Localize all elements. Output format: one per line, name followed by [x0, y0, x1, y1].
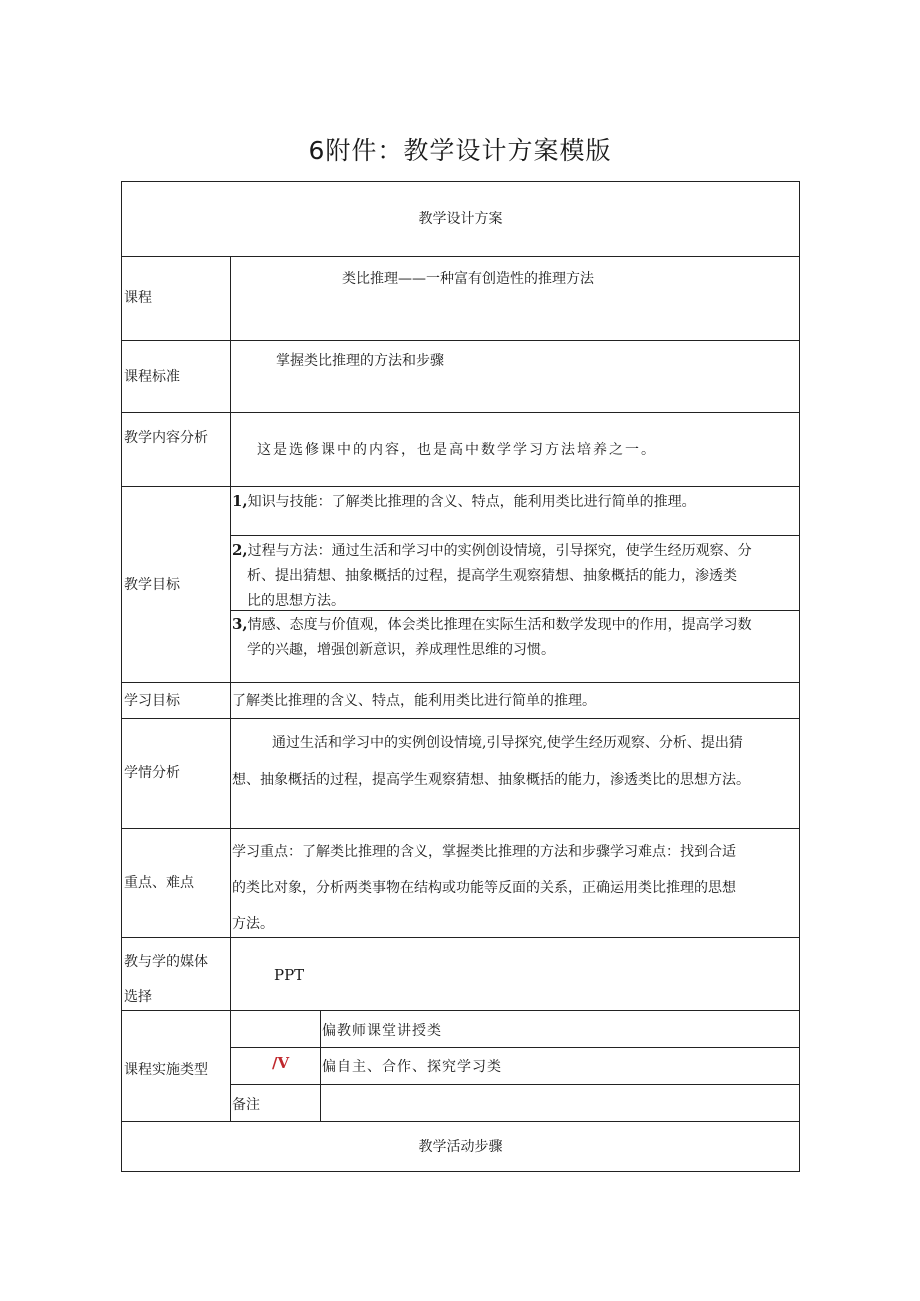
course-label: 课程: [124, 290, 152, 306]
goal-2-text-line3: 比的思想方法。: [247, 593, 345, 609]
learning-goal-value: 了解类比推理的含义、特点，能利用类比进行简单的推理。: [232, 693, 596, 709]
remark-label: 备注: [232, 1097, 260, 1113]
key-points-label: 重点、难点: [124, 875, 194, 891]
goal-3-number: 3,: [232, 615, 248, 633]
goal-item-3: [232, 612, 752, 663]
goal-2-text-line2: 析、提出猜想、抽象概括的过程，提高学生观察猜想、抽象概括的能力，渗透类: [247, 568, 737, 584]
media-label-line2: 选择: [124, 989, 152, 1005]
impl-option-2: 偏自主、合作、探究学习类: [322, 1059, 502, 1075]
content-analysis-value: 这是选修课中的内容，也是高中数学学习方法培养之一。: [257, 442, 657, 458]
goal-3-text-line1: 情感、态度与价值观，体会类比推理在实际生活和数学发现中的作用，提高学习数: [247, 617, 752, 633]
student-analysis-label: 学情分析: [124, 765, 180, 781]
key-points-line3: 方法。: [232, 916, 274, 932]
steps-header: 教学活动步骤: [418, 1139, 503, 1155]
media-value: PPT: [274, 966, 305, 984]
goal-item-2: [232, 538, 752, 614]
document-title: 6附件：教学设计方案模版: [308, 136, 612, 165]
goal-1-number: 1,: [232, 492, 248, 510]
impl-type-label: 课程实施类型: [124, 1062, 208, 1078]
key-points-line2: 的类比对象，分析两类事物在结构或功能等反面的关系，正确运用类比推理的思想: [232, 880, 736, 896]
student-analysis-line1: 通过生活和学习中的实例创设情境,引导探究,使学生经历观察、分析、提出猜: [272, 735, 743, 751]
goal-2-number: 2,: [232, 541, 248, 559]
content-analysis-label: 教学内容分析: [124, 430, 208, 446]
goal-2-text-line1: 过程与方法：通过生活和学习中的实例创设情境，引导探究，使学生经历观察、分: [247, 543, 752, 559]
goal-3-text-line2: 学的兴趣，增强创新意识，养成理性思维的习惯。: [247, 642, 555, 658]
goal-item-1: [232, 489, 696, 515]
goal-1-text: 知识与技能：了解类比推理的含义、特点，能利用类比进行简单的推理。: [247, 494, 696, 510]
table-header: 教学设计方案: [418, 211, 503, 227]
course-value: 类比推理——一种富有创造性的推理方法: [342, 271, 594, 287]
learning-goal-label: 学习目标: [124, 693, 180, 709]
standard-label: 课程标准: [124, 369, 180, 385]
media-label-line1: 教与学的媒体: [124, 954, 208, 970]
standard-value: 掌握类比推理的方法和步骤: [276, 353, 444, 369]
student-analysis-line2: 想、抽象概括的过程，提高学生观察猜想、抽象概括的能力，渗透类比的思想方法。: [232, 772, 750, 788]
impl-option-1: 偏教师课堂讲授类: [322, 1023, 442, 1039]
check-mark-icon: /V: [272, 1054, 290, 1072]
goals-label: 教学目标: [124, 577, 180, 593]
key-points-line1: 学习重点：了解类比推理的含义，掌握类比推理的方法和步骤学习难点：找到合适: [232, 844, 736, 860]
